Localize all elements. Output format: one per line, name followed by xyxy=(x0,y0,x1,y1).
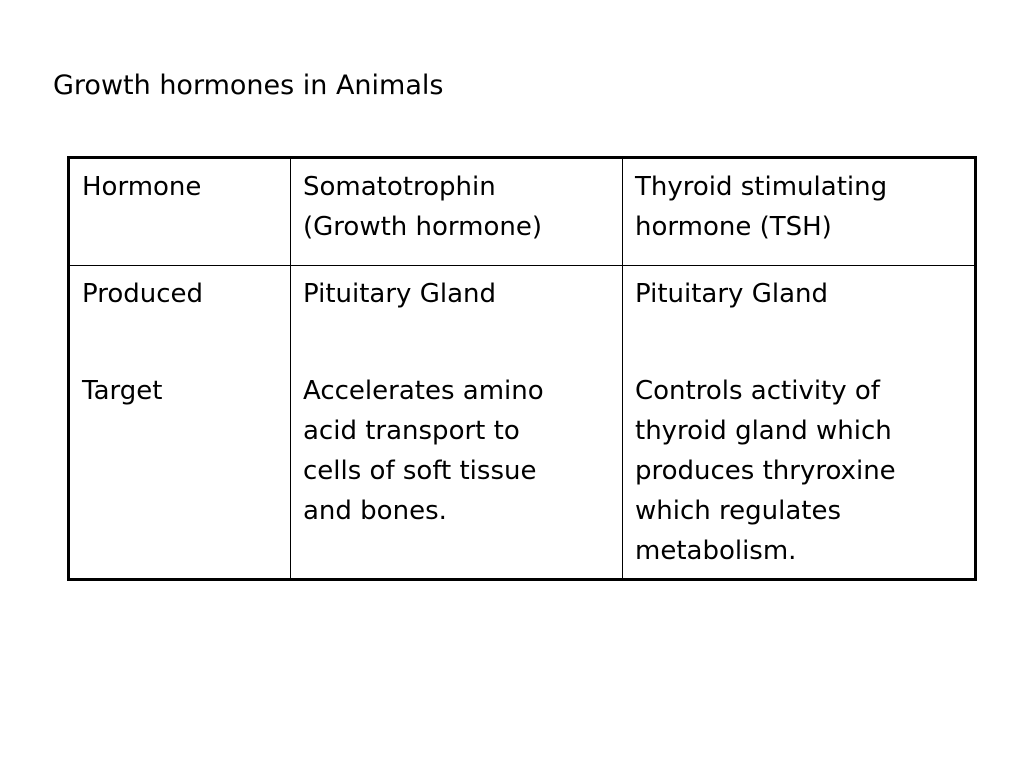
somatotrophin-details-cell xyxy=(291,266,623,580)
tsh-target-line-5: metabolism. xyxy=(635,536,797,566)
somatotrophin-alias: (Growth hormone) xyxy=(303,212,542,242)
somatotrophin-target-line-4: and bones. xyxy=(303,496,447,526)
somatotrophin-target-line-1: Accelerates amino xyxy=(303,376,544,406)
tsh-name-line-2: hormone (TSH) xyxy=(635,212,832,242)
somatotrophin-produced: Pituitary Gland xyxy=(303,279,496,309)
hormone-label-cell xyxy=(69,158,291,266)
produced-label: Produced xyxy=(82,279,204,309)
tsh-header-cell xyxy=(623,158,976,266)
table-body-row xyxy=(69,266,976,580)
somatotrophin-header-cell xyxy=(291,158,623,266)
tsh-details-cell xyxy=(623,266,976,580)
cell-spacer xyxy=(82,314,280,371)
somatotrophin-name: Somatotrophin xyxy=(303,172,496,202)
tsh-name-line-1: Thyroid stimulating xyxy=(635,172,888,202)
tsh-target-line-2: thyroid gland which xyxy=(635,416,892,446)
tsh-target-line-4: which regulates xyxy=(635,496,841,526)
row-labels-cell xyxy=(69,266,291,580)
cell-spacer xyxy=(303,314,612,371)
tsh-target-line-1: Controls activity of xyxy=(635,376,880,406)
cell-spacer xyxy=(635,314,964,371)
tsh-target-line-3: produces thryroxine xyxy=(635,456,896,486)
slide-title: Growth hormones in Animals xyxy=(53,70,444,101)
table-header-row xyxy=(69,158,976,266)
target-label: Target xyxy=(82,376,163,406)
tsh-produced: Pituitary Gland xyxy=(635,279,828,309)
hormone-table xyxy=(67,156,977,581)
hormone-label: Hormone xyxy=(82,172,202,202)
somatotrophin-target-line-2: acid transport to xyxy=(303,416,520,446)
somatotrophin-target-line-3: cells of soft tissue xyxy=(303,456,537,486)
